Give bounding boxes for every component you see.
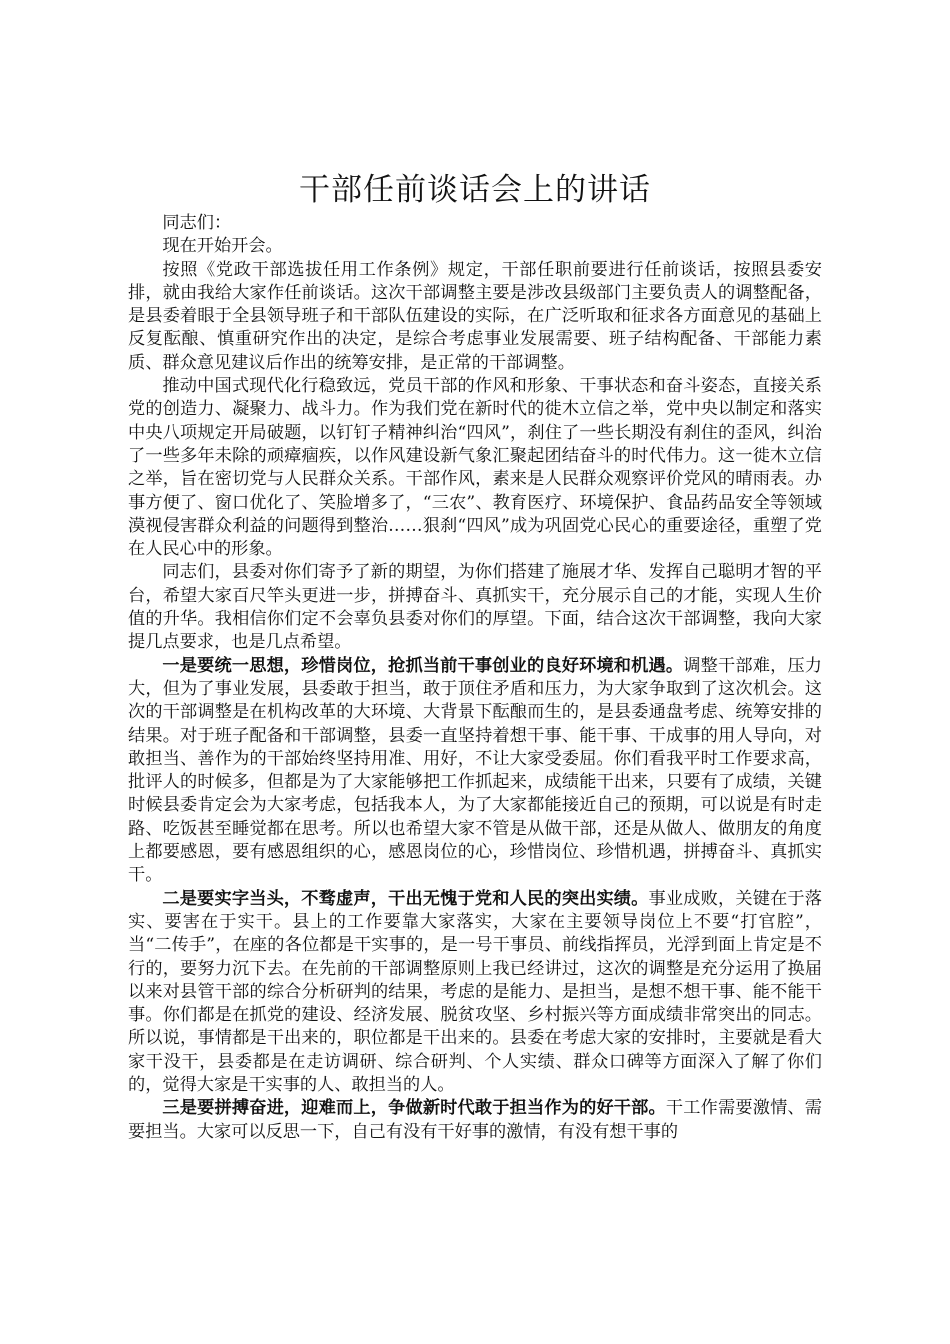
document-title: 干部任前谈话会上的讲话 (299, 172, 651, 208)
point-two-paragraph (128, 888, 822, 1098)
paragraph-text: 同志们，县委对你们寄予了新的期望，为你们搭建了施展才华、发挥自己聪明才智的平台，希望大家百尺竿头更进一步，拼搏奋斗、真抓实干，充分展示自己的才能，实现人生价值的升华。我相信你们定不会辜负县委对你们的厚望。下面，结合这次干部调整，我向大家提几点要求，也是几点希望。 (128, 562, 822, 653)
paragraph-text: 同志们： (162, 213, 232, 233)
paragraph-text: 干工作需要激情、需要担当。大家可以反思一下，自己有没有干好事的激情，有没有想干事的 (128, 1098, 822, 1142)
point-one-paragraph (128, 655, 822, 888)
paragraph-text: 按照《党政干部选拔任用工作条例》规定，干部任职前要进行任前谈话，按照县委安排，就由我给大家作任前谈话。这次干部调整主要是涉改县级部门主要负责人的调整配备，是县委着眼于全县领导班子和干部队伍建设的实际，在广泛听取和征求各方面意见的基础上反复酝酿、慎重研究作出的决定，是综合考虑事业发展需要、班子结构配备、干部能力素质、群众意见建议后作出的统筹安排，是正常的干部调整。 (128, 259, 822, 373)
point-heading: 一是要统一思想，珍惜岗位，抢抓当前干事创业的良好环境和机遇。 (162, 655, 684, 676)
opening-paragraph (128, 235, 822, 258)
point-three-paragraph (128, 1097, 822, 1144)
point-heading: 三是要拼搏奋进，迎难而上，争做新时代敢于担当作为的好干部。 (162, 1098, 666, 1119)
document-body (128, 168, 822, 1144)
paragraph-text: 事业成败，关键在于落实、要害在于实干。县上的工作要靠大家落实，大家在主要领导岗位上不要“打官腔”，当“二传手”，在座的各位都是干实事的，是一号干事员、前线指挥员，光浮到面上肯定是不行的，要努力沉下去。在先前的干部调整原则上我已经讲过，这次的调整是充分运用了换届以来对县管干部的综合分析研判的结果，考虑的是能力、是担当，是想不想干事、能不能干事。你们都是在抓党的建设、经济发展、脱贫攻坚、乡村振兴等方面成绩非常突出的同志。所以说，事情都是干出来的，职位都是干出来的。县委在考虑大家的安排时，主要就是看大家干没干，县委都是在走访调研、综合研判、个人实绩、群众口碑等方面深入了解了你们的，觉得大家是干实事的人、敢担当的人。 (128, 888, 822, 1095)
body-paragraph (128, 259, 822, 375)
salutation-paragraph (128, 212, 822, 235)
point-heading: 二是要实字当头，不骛虚声，干出无愧于党和人民的突出实绩。 (162, 888, 649, 909)
body-paragraph (128, 561, 822, 654)
paragraph-text: 推动中国式现代化行稳致远，党员干部的作风和形象、干事状态和奋斗姿态，直接关系党的创造力、凝聚力、战斗力。作为我们党在新时代的徙木立信之举，党中央以制定和落实中央八项规定开局破题，以钉钉子精神纠治“四风”，刹住了一些长期没有刹住的歪风，纠治了一些多年未除的顽瘴痼疾，以作风建设新气象汇聚起团结奋斗的时代伟力。这一徙木立信之举，旨在密切党与人民群众关系。干部作风，素来是人民群众观察评价党风的晴雨表。办事方便了、窗口优化了、笑脸增多了，“三农”、教育医疗、环境保护、食品药品安全等领域漠视侵害群众利益的问题得到整治……狠刹“四风”成为巩固党心民心的重要途径，重塑了党在人民心中的形象。 (128, 376, 822, 560)
body-paragraph (128, 375, 822, 561)
paragraph-text: 调整干部难，压力大，但为了事业发展，县委敢于担当，敢于顶住矛盾和压力，为大家争取到了这次机会。这次的干部调整是在机构改革的大环境、大背景下酝酿而生的，是县委通盘考虑、统筹安排的结果。对于班子配备和干部调整，县委一直坚持着想干事、能干事、干成事的用人导向，对敢担当、善作为的干部始终坚持用准、用好，不让大家受委屈。你们看我平时工作要求高，批评人的时候多，但都是为了大家能够把工作抓起来，成绩能干出来，只要有了成绩，关键时候县委肯定会为大家考虑，包括我本人，为了大家都能接近自己的预期，可以说是有时走路、吃饭甚至睡觉都在思考。所以也希望大家不管是从做干部，还是从做人、做朋友的角度上都要感恩，要有感恩组织的心，感恩岗位的心，珍惜岗位、珍惜机遇，拼搏奋斗、真抓实干。 (128, 655, 822, 886)
paragraph-text: 现在开始开会。 (162, 236, 283, 257)
